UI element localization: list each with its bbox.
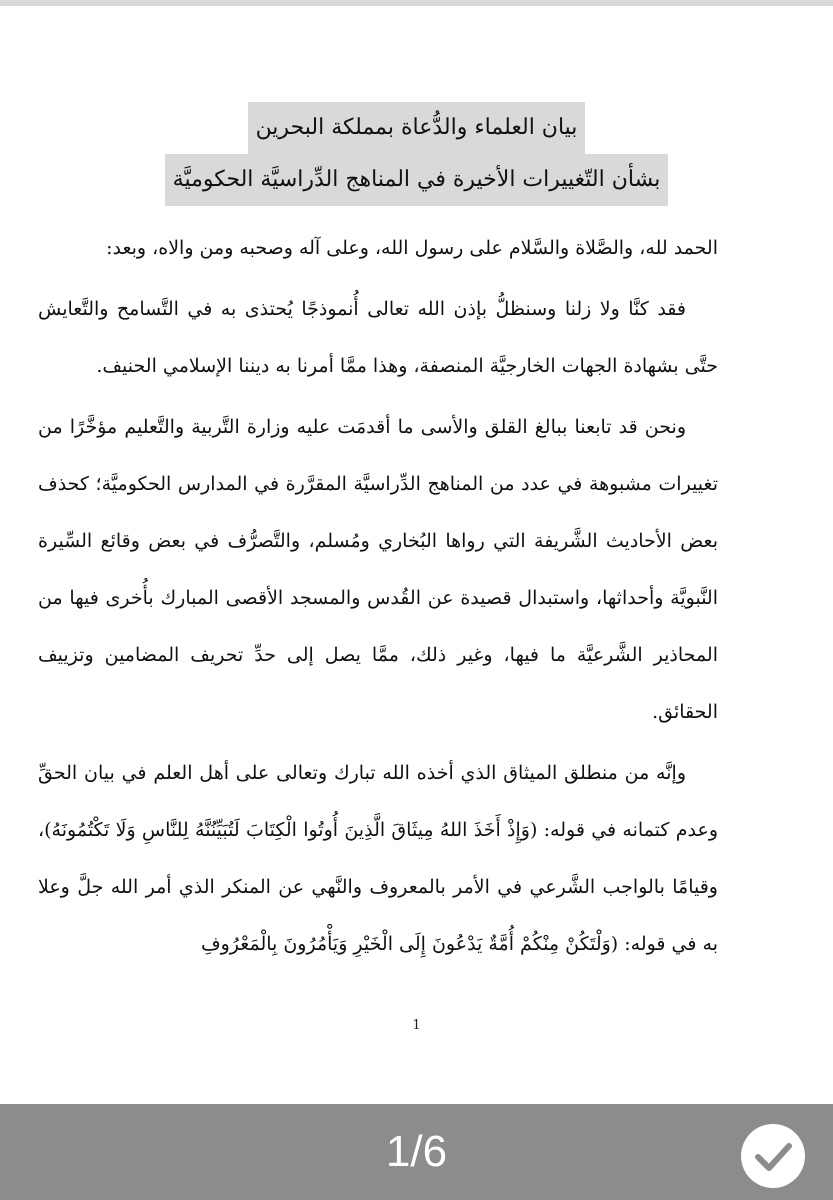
viewer-toolbar <box>0 1104 833 1200</box>
paragraph-opening: الحمد لله، والصَّلاة والسَّلام على رسول الله، وعلى آله وصحبه ومن والاه، وبعد: <box>106 237 718 259</box>
paragraph-curriculum-changes: ونحن قد تابعنا ببالغ القلق والأسى ما أقدمَت عليه وزارة التَّربية والتَّعليم مؤخَّرًا من تغييرات مشبوهة في عدد من المناهج الدِّراسيَّة المقرَّرة في المدارس الحكوميَّة؛ كحذف بعض الأحاديث الشَّريفة التي رواها البُخاري ومُسلم، والتَّصرُّف في بعض وقائع السِّيرة النَّبويَّة وأحداثها، واستبدال قصيدة عن القُدس والمسجد الأقصى المبارك بأُخرى فيها من المحاذير الشَّرعيَّة ما فيها، وغير ذلك، ممَّا يصل إلى حدِّ تحريف المضامين وتزييف الحقائق. <box>38 416 718 723</box>
title-line-2: بشأن التّغييرات الأخيرة في المناهج الدِّراسيَّة الحكوميَّة <box>165 154 669 206</box>
page-counter: 1/6 <box>385 1127 448 1176</box>
paragraph-covenant: وإنَّه من منطلق الميثاق الذي أخذه الله تبارك وتعالى على أهل العلم في بيان الحقِّ وعدم كتمانه في قوله: (وَإِذْ أَخَذَ اللهُ مِيثَاقَ الَّذِينَ أُوتُوا الْكِتَابَ لَتُبَيِّنُنَّهُ لِلنَّاسِ وَلَا تَكْتُمُونَهُ)، وقيامًا بالواجب الشَّرعي في الأمر بالمعروف والنَّهي عن المنكر الذي أمر الله جلَّ وعلا به في قوله: (وَلْتَكُنْ مِنْكُمْ أُمَّةٌ يَدْعُونَ إِلَى الْخَيْرِ وَيَأْمُرُونَ بِالْمَعْرُوفِ <box>38 762 718 955</box>
check-icon <box>741 1124 805 1188</box>
title-line-1: بيان العلماء والدُّعاة بمملكة البحرين <box>248 102 586 154</box>
confirm-button[interactable] <box>741 1124 805 1188</box>
document-page[interactable] <box>0 6 833 1104</box>
document-title <box>0 102 833 206</box>
paragraph-tolerance: فقد كنَّا ولا زلنا وسنظلُّ بإذن الله تعالى أُنموذجًا يُحتذى به في التَّسامح والتَّعايش حتَّى بشهادة الجهات الخارجيَّة المنصفة، وهذا ممَّا أمرنا به ديننا الإسلامي الحنيف. <box>38 298 718 377</box>
page-number: 1 <box>412 1018 421 1033</box>
document-body <box>38 220 718 977</box>
